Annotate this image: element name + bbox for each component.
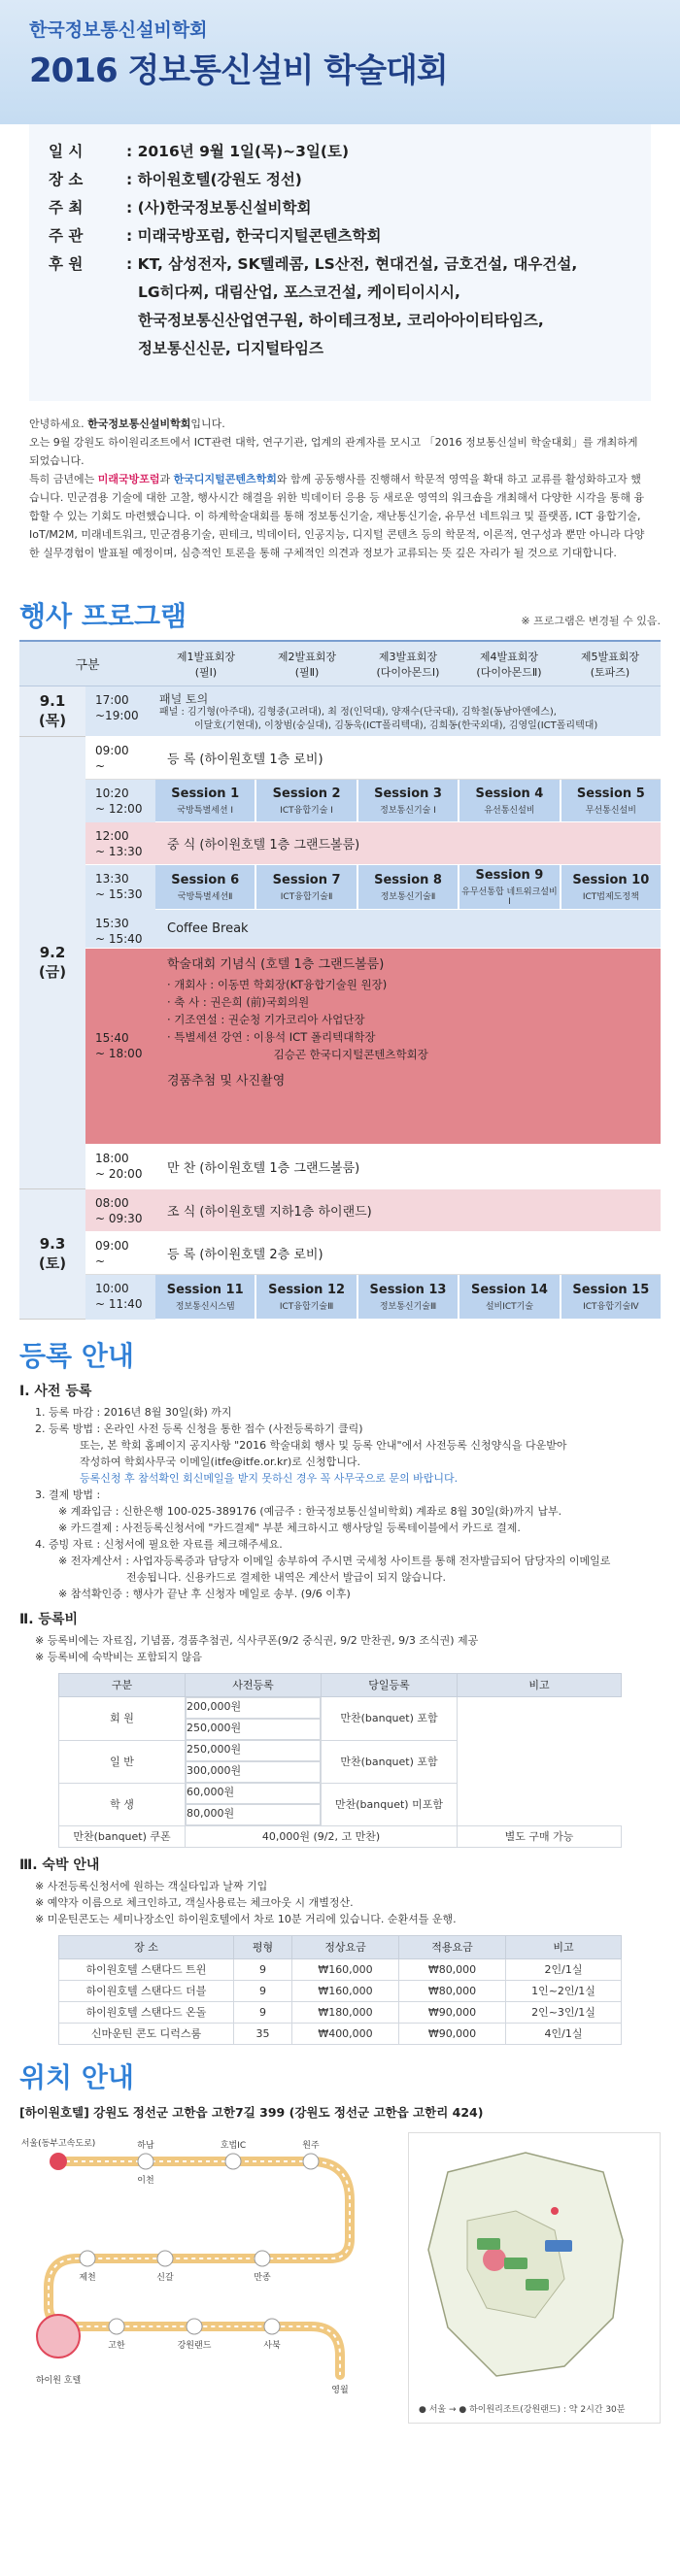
program-row: 13:30 ~ 15:30 Session 6 국방특별세션Ⅱ Session 7 ICT융합기술Ⅱ Session 8 정보통신기술Ⅱ Session 9 유무선통합 네트워크설비 Ⅰ Session 10 ICT법제도정책 [85, 865, 661, 910]
intro-p1: 안녕하세요. 한국정보통신설비학회입니다. [29, 418, 225, 430]
session-cell: Session 7 ICT융합기술Ⅱ [256, 865, 356, 909]
session-cell: Session 2 ICT융합기술 Ⅰ [256, 780, 356, 821]
day-block [19, 737, 661, 1189]
session-cell: Session 13 정보통신기술Ⅲ [358, 1275, 458, 1319]
program-note: ※ 프로그램은 변경될 수 있음. [521, 615, 661, 627]
intro-p3: 특히 금년에는 미래국방포럼과 한국디지털콘텐츠학회와 함께 공동행사를 진행해서 학문적 영역을 확대 하고 교류를 활성화하고자 했습니다. 민군겸용 기술에 대한 고찰, 행사시간 해결을 위한 빅데이터 응용 등 새로운 영역의 워크숍을 개최해서 다양한 시각을 통해 융합할 수 있는 기회도 마련했습니다. 이 하계학술대회를 통해 정보통신기술, 재난통신기술, 유무선 네트워크 및 플랫폼, ICT 융합기술, IoT/M2M, 미래네트워크, 민군겸용기술, 핀테크, 빅데이터, 인공지능, 디지털 콘텐츠 등의 학문적, 이론적, 연구성과 뿐만 아니라 다양한 실무경험이 발표될 예정이며, 심층적인 토론을 통해 구체적인 의견과 정보가 교류되는 뜻 깊은 자리가 될 것으로 기대합니다. [29, 473, 645, 559]
route-label: 영월 [331, 2386, 349, 2395]
destination-marker [37, 2315, 80, 2358]
map-legend: ● 서울 → ● 하이원리조트(강원랜드) : 약 2시간 30분 [419, 2405, 626, 2415]
registration-header [0, 1335, 680, 1374]
route-node [225, 2154, 241, 2169]
route-label: 제천 [79, 2273, 96, 2283]
table-row: 회 원 200,000원 250,000원 만찬(banquet) 포함 [59, 1697, 622, 1741]
session-cell: Session 9 유무선통합 네트워크설비 Ⅰ [459, 865, 559, 909]
header-hall: 제3발표회장 (다이아몬드Ⅰ) [376, 650, 440, 679]
route-node [264, 2319, 280, 2334]
table-header-row: 구분 사전등록 당일등록 비고 [59, 1674, 622, 1697]
maps [19, 2132, 661, 2424]
program-table [19, 640, 661, 1320]
table-row: 신마운틴 콘도 디럭스룸 35 ₩400,000 ₩90,000 4인/1실 [59, 2024, 622, 2045]
org-name: 한국정보통신설비학회 [29, 19, 208, 41]
program-row: 17:00 ~19:00 패널 토의 패널 : 김기형(아주대), 김형중(고려대), 최 정(인덕대), 양재수(단국대), 김학철(동남아앤에스), 이달호(기현대), 이창범(숭실대), 김동욱(ICT폴리텍대), 김희동(한국외대), 김영일(ICT폴리텍대) [85, 686, 661, 737]
header-hall: 제2발표회장 (필Ⅱ) [277, 650, 337, 679]
day-block [19, 1189, 661, 1320]
session-cell: Session 6 국방특별세션Ⅱ [155, 865, 255, 909]
route-label: 신갈 [156, 2273, 174, 2283]
info-row: 주 최 : (사)한국정보통신설비학회 [49, 199, 312, 217]
header-hall: 제1발표회장 (필Ⅰ) [176, 650, 236, 679]
registration-title: 등록 안내 [19, 1340, 134, 1372]
session-cell: Session 12 ICT융합기술Ⅲ [256, 1275, 356, 1319]
hotel-table [58, 1935, 622, 2045]
session-cell: Session 5 무선통신설비 [561, 780, 661, 821]
session-cell: Session 14 설비ICT기술 [459, 1275, 559, 1319]
day-label: 9.3 (토) [19, 1189, 85, 1320]
program-row: 10:20 ~ 12:00 Session 1 국방특별세션 Ⅰ Session 2 ICT융합기술 Ⅰ Session 3 정보통신기술 Ⅰ Session 4 유선통신설비 Session 5 무선통신설비 [85, 780, 661, 822]
route-label: 하남 [137, 2141, 154, 2151]
header-hall: 제5발표회장 (토파즈) [580, 650, 640, 679]
route-map [19, 2132, 398, 2424]
info-row: 정보통신신문, 디지털타임즈 [138, 340, 323, 357]
route-label: 이천 [137, 2176, 154, 2186]
session-cell: Session 8 정보통신기술Ⅱ [358, 865, 458, 909]
header [0, 0, 680, 124]
route-label: 서울(동부고속도로) [20, 2139, 96, 2149]
table-row: 하이원호텔 스탠다드 트윈 9 ₩160,000 ₩80,000 2인/1실 [59, 1959, 622, 1981]
program-row: 15:30 ~ 15:40 Coffee Break [85, 910, 661, 949]
day-label: 9.1 (목) [19, 686, 85, 737]
table-row: 하이원호텔 스탠다드 온돌 9 ₩180,000 ₩90,000 2인~3인/1실 [59, 2002, 622, 2024]
program-row: 12:00 ~ 13:30 중 식 (하이원호텔 1층 그랜드볼룸) [85, 822, 661, 865]
session-cell: Session 11 정보통신시스템 [155, 1275, 255, 1319]
intro-p2: 오는 9월 강원도 하이원리조트에서 ICT관련 대학, 연구기관, 업계의 관계자를 모시고 「2016 정보통신설비 학술대회」를 개최하게 되었습니다. [29, 436, 638, 467]
header-hall: 제4발표회장 (다이아몬드Ⅱ) [476, 650, 542, 679]
session-cell: Session 4 유선통신설비 [459, 780, 559, 821]
ceremony-block: 학술대회 기념식 (호텔 1층 그랜드볼룸) · 개회사 : 이동면 학회장(KT융합기술원 원장) · 축 사 : 권은희 (前)국회의원 · 기조연설 : 권순청 기가코리아 사업단장 · 특별세션 강연 : 이용석 ICT 폴리텍대학장 김승곤 한국디지털콘텐츠학회장 경품추첨 및 사진촬영 [167, 957, 428, 1088]
program-title: 행사 프로그램 [19, 600, 187, 632]
program-row: 18:00 ~ 20:00 만 찬 (하이원호텔 1층 그랜드볼룸) [85, 1145, 661, 1189]
program-table-header [19, 642, 661, 686]
table-row: 만찬(banquet) 쿠폰 40,000원 (9/2, 고 만찬) 별도 구매 가능 [59, 1826, 622, 1848]
region-map [408, 2132, 661, 2424]
fee-table [58, 1673, 622, 1848]
route-label: 사북 [263, 2341, 281, 2351]
route-map-graphic [19, 2132, 398, 2424]
session-cell: Session 3 정보통신기술 Ⅰ [358, 780, 458, 821]
table-row: 학 생 60,000원 80,000원 만찬(banquet) 미포함 [59, 1783, 622, 1826]
info-row: 장 소 : 하이원호텔(강원도 정선) [49, 171, 302, 188]
session-cell: Session 15 ICT융합기술Ⅳ [561, 1275, 661, 1319]
info-row: 일 시 : 2016년 9월 1일(목)~3일(토) [49, 143, 350, 160]
route-label: 만종 [254, 2273, 271, 2283]
info-row: LG히다찌, 대림산업, 포스코건설, 케이티이시시, [138, 284, 460, 301]
page-title: 2016 정보통신설비 학술대회 [29, 51, 448, 90]
table-row: 하이원호텔 스탠다드 더블 9 ₩160,000 ₩80,000 1인~2인/1실 [59, 1981, 622, 2002]
route-label: 원주 [302, 2141, 320, 2151]
program-row: 08:00 ~ 09:30 조 식 (하이원호텔 지하1층 하이랜드) [85, 1189, 661, 1232]
hotel-title: Ⅲ. 숙박 안내 [19, 1857, 100, 1873]
table-row: 일 반 250,000원 300,000원 만찬(banquet) 포함 [59, 1740, 622, 1783]
day-block [19, 686, 661, 737]
program-row: 15:40 ~ 18:00 학술대회 기념식 (호텔 1층 그랜드볼룸) · 개회사 : 이동면 학회장(KT융합기술원 원장) · 축 사 : 권은희 (前)국회의원 · 기조연설 : 권순청 기가코리아 사업단장 · 특별세션 강연 : 이용석 ICT 폴리텍대학장 김승곤 한국디지털콘텐츠학회장 경품추첨 및 사진촬영 [85, 949, 661, 1145]
event-info [29, 124, 651, 401]
location-address: [하이원호텔] 강원도 정선군 고한읍 고한7길 399 (강원도 정선군 고한읍 고한리 424) [19, 2105, 484, 2120]
route-label: 하이원 호텔 [35, 2376, 82, 2386]
program-row: 10:00 ~ 11:40 Session 11 정보통신시스템 Session 12 ICT융합기술Ⅲ Session 13 정보통신기술Ⅲ Session 14 설비ICT기술 Session 15 ICT융합기술Ⅳ [85, 1275, 661, 1320]
route-node [303, 2154, 319, 2169]
route-node [187, 2319, 202, 2334]
route-label: 호법IC [220, 2141, 247, 2151]
program-row: 09:00 ~ 등 록 (하이원호텔 2층 로비) [85, 1232, 661, 1275]
table-header-row: 장 소 평형 정상요금 적용요금 비고 [59, 1936, 622, 1959]
day-label: 9.2 (금) [19, 737, 85, 1189]
route-node [109, 2319, 124, 2334]
route-node [138, 2154, 153, 2169]
info-row: 주 관 : 미래국방포럼, 한국디지털콘텐츠학회 [49, 227, 382, 245]
start-marker [50, 2153, 67, 2170]
program-row: 09:00 ~ 등 록 (하이원호텔 1층 로비) [85, 737, 661, 780]
session-cell: Session 1 국방특별세션 Ⅰ [155, 780, 255, 821]
route-node [255, 2251, 270, 2266]
pre-registration-title: Ⅰ. 사전 등록 [19, 1384, 92, 1399]
route-node [80, 2251, 95, 2266]
program-header [0, 595, 680, 634]
info-row: 한국정보통신산업연구원, 하이테크정보, 코리아아이티타임즈, [138, 312, 544, 329]
location-title: 위치 안내 [19, 2061, 134, 2093]
location-header [0, 2057, 680, 2095]
intro-text [0, 401, 680, 595]
route-label: 고한 [108, 2341, 125, 2351]
region-map-graphic [409, 2133, 650, 2425]
fee-title: Ⅱ. 등록비 [19, 1612, 78, 1627]
session-cell: Session 10 ICT법제도정책 [561, 865, 661, 909]
header-gubun: 구분 [75, 658, 100, 673]
route-node [157, 2251, 173, 2266]
registration-section: Ⅰ. 사전 등록 1. 등록 마감 : 2016년 8월 30일(화) 까지 2. 등록 방법 : 온라인 사전 등록 신청을 통한 접수 (사전등록하기 클릭) 또는, 본 학회 홈페이지 공지사항 "2016 학술대회 행사 및 등록 안내"에서 사전등록 신청양식을 다운받아 작성하여 학회사무국 이메일(itfe@itfe.or.kr)로 신청합니다. 등록신청 후 참석확인 회신메일을 받지 못하신 경우 꼭 사무국으로 문의 바랍니다. 3. 결제 방법 : ※ 계좌입금 : 신한은행 100-025-389176 (예금주 : 한국정보통신설비학회) 계좌로 8월 30일(화)까지 납부. ※ 카드결제 : 사전등록신청서에 "카드결제" 부분 체크하시고 행사당일 등록테이블에서 카드로 결제. 4. 증빙 자료 : 신청서에 필요한 자료를 체크해주세요. ※ 전자계산서 : 사업자등록증과 담당자 이메일 송부하여 주시면 국세청 사이트를 통해 전자발급되어 담당자의 이메일로 전송됩니다. 신용카드로 결제한 내역은 계산서 발급이 되지 않습니다. ※ 참석확인증 : 행사가 끝난 후 신청자 메일로 송부. (9/6 이후) Ⅱ. 등록비 ※ 등록비에는 자료집, 기념품, 경품추첨권, 식사쿠폰(9/2 중식권, 9/2 만찬권, 9/3 조식권) 제공 ※ 등록비에 숙박비는 포함되지 않음 구분 사전등록 당일등록 비고 회 원 200,000원 250,000원 만찬(banquet) 포함 일 반 250,000원 300,000원 만찬(banquet) 포함 학 생 60,000원 80,000원 만찬(banquet) 미포함 만찬(banquet) 쿠폰 40,000원 (9/2, 고 만찬) 별도 구매 가능 Ⅲ. 숙박 안내 ※ 사전등록신청서에 원하는 객실타입과 날짜 기입 ※ 예약자 이름으로 체크인하고, 객실사용료는 체크아웃 시 개별정산. ※ 미운틴콘도는 세미나장소인 하이원호텔에서 차로 10분 거리에 있습니다. 순환셔틀 운행. 장 소 평형 정상요금 적용요금 비고 하이원호텔 스탠다드 트윈 9 ₩160,000 ₩80,000 2인/1실 하이원호텔 스탠다드 더블 9 ₩160,000 ₩80,000 1인~2인/1실 하이원호텔 스탠다드 온돌 9 ₩180,000 ₩90,000 2인~3인/1실 신마운틴 콘도 디럭스룸 35 ₩400,000 ₩90,000 4인/1실 [0, 1384, 680, 2045]
info-row: 후 원 : KT, 삼성전자, SK텔레콤, LS산전, 현대건설, 금호건설, 대우건설, [49, 255, 578, 273]
route-label: 강원랜드 [177, 2341, 212, 2351]
